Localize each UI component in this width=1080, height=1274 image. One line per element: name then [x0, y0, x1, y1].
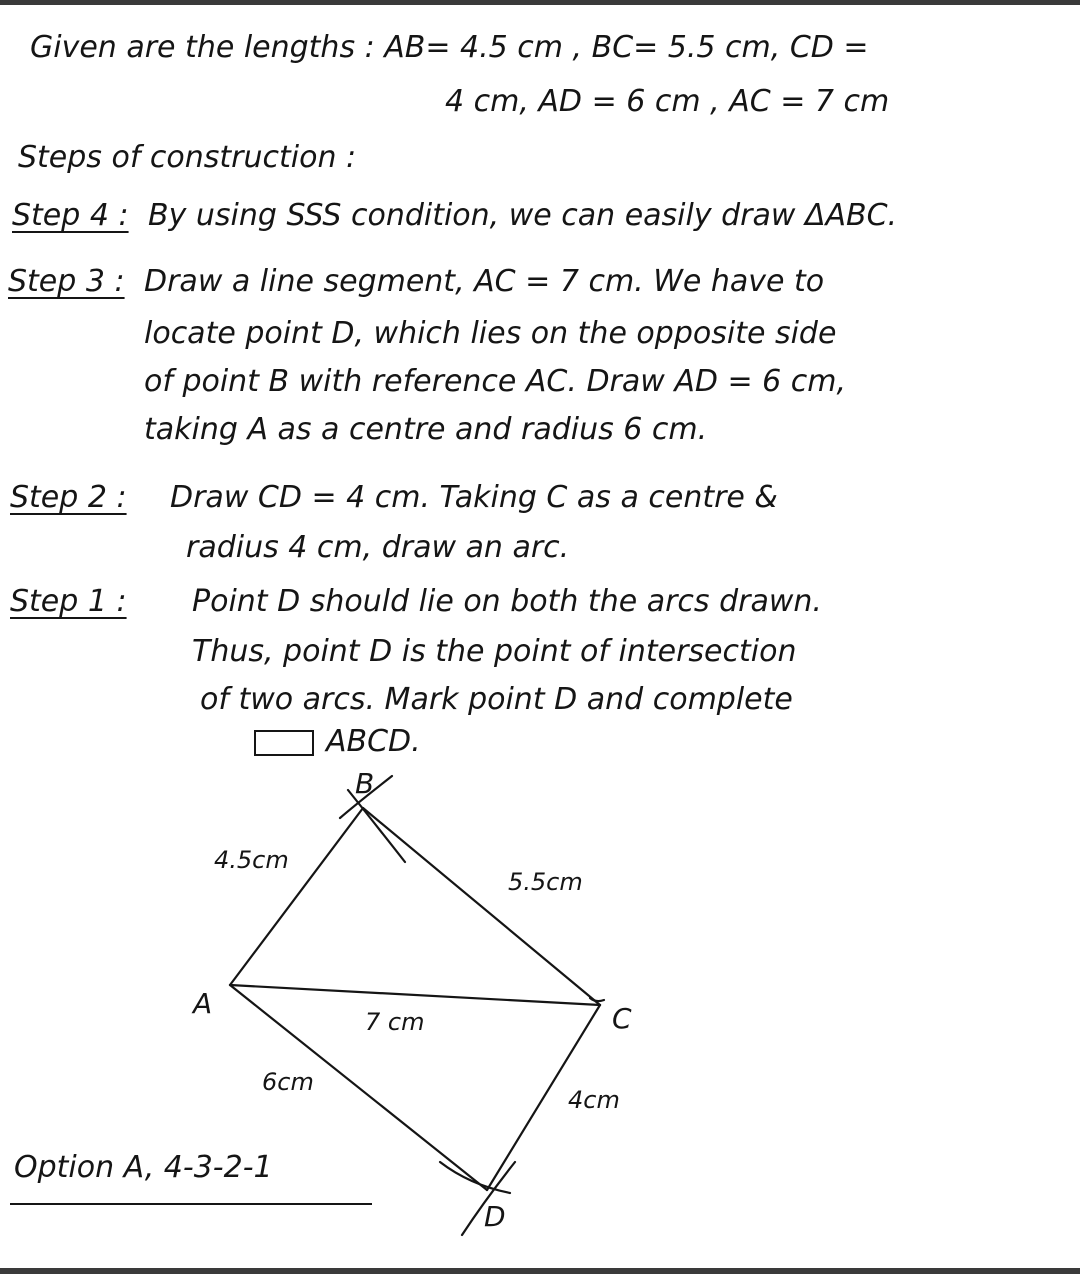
arc-at-d-1: [440, 1162, 510, 1193]
step-2-line-2: radius 4 cm, draw an arc.: [186, 530, 570, 565]
step-1-label: Step 1 :: [10, 584, 127, 619]
step-1-line-2: Thus, point D is the point of intersection: [192, 634, 797, 669]
answer-text: Option A, 4-3-2-1: [14, 1150, 273, 1185]
point-b-label: B: [355, 767, 375, 800]
answer-underline: [10, 1203, 372, 1205]
step-3-line-3: of point B with reference AC. Draw AD = 6 cm,: [144, 364, 847, 399]
bc-length-label: 5.5cm: [508, 868, 583, 896]
step-2-line-1: Draw CD = 4 cm. Taking C as a centre &: [170, 480, 778, 515]
arc-at-c: [590, 998, 604, 1001]
segment-ac: [230, 985, 600, 1005]
cd-length-label: 4cm: [568, 1086, 620, 1114]
point-c-label: C: [612, 1002, 632, 1035]
given-line-2: 4 cm, AD = 6 cm , AC = 7 cm: [445, 84, 890, 119]
arc-at-b-2: [348, 790, 405, 862]
step-1-final-text: ABCD.: [326, 724, 421, 759]
bottom-border: [0, 1268, 1080, 1274]
step-2-label: Step 2 :: [10, 480, 127, 515]
step-1-line-1: Point D should lie on both the arcs drawn.: [192, 584, 822, 619]
ab-length-label: 4.5cm: [214, 846, 289, 874]
point-d-label: D: [484, 1200, 506, 1233]
step-4-line-1: By using SSS condition, we can easily draw ΔABC.: [148, 198, 898, 233]
point-a-label: A: [193, 987, 213, 1020]
given-line-1: Given are the lengths : AB= 4.5 cm , BC= 5.5 cm, CD =: [30, 30, 869, 65]
step-1-line-3: of two arcs. Mark point D and complete: [200, 682, 793, 717]
ad-length-label: 6cm: [262, 1068, 314, 1096]
segment-ab: [230, 808, 363, 985]
steps-heading: Steps of construction :: [18, 140, 357, 175]
ac-length-label: 7 cm: [365, 1008, 425, 1036]
step-3-line-2: locate point D, which lies on the opposite side: [144, 316, 837, 351]
step-3-label: Step 3 :: [8, 264, 125, 299]
step-3-line-1: Draw a line segment, AC = 7 cm. We have to: [144, 264, 825, 299]
step-3-line-4: taking A as a centre and radius 6 cm.: [144, 412, 708, 447]
segment-bc: [363, 808, 600, 1005]
step-4-label: Step 4 :: [12, 198, 129, 233]
